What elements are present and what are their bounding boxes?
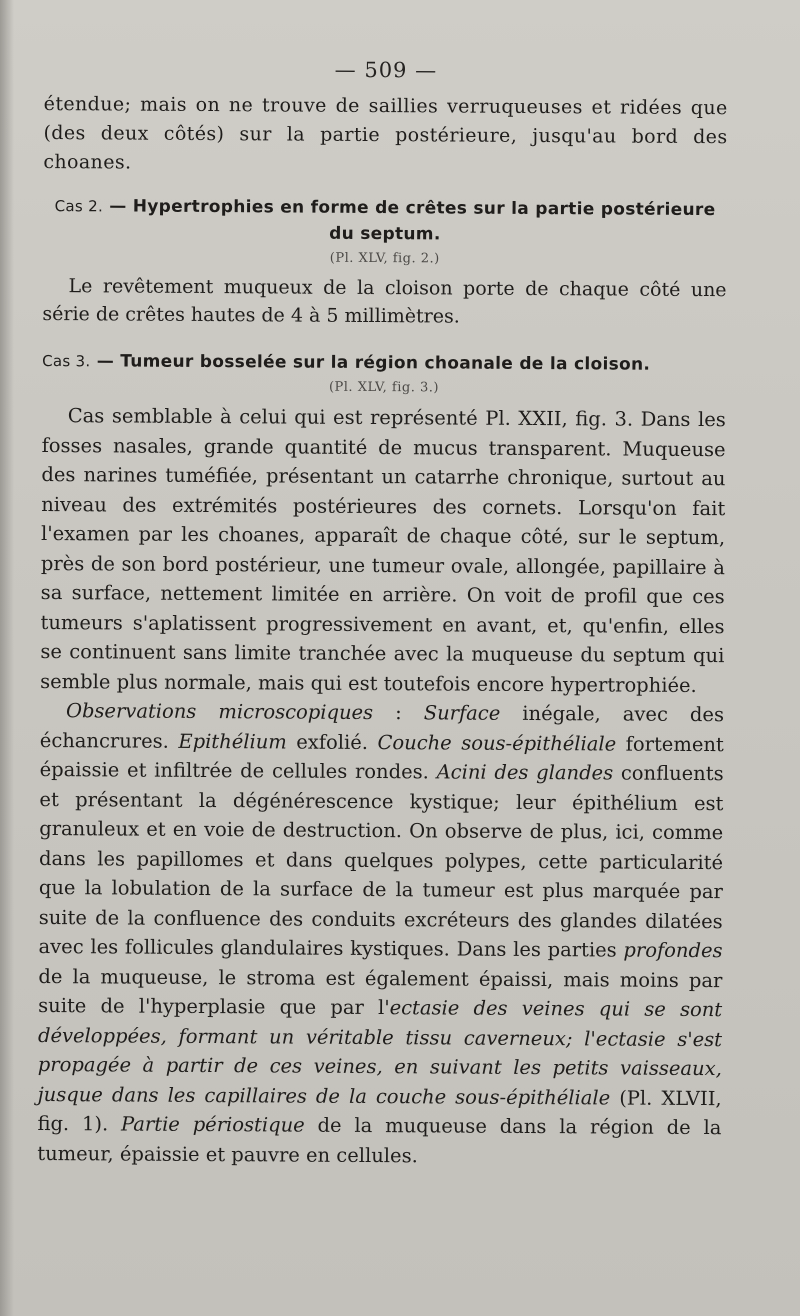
obs-text: : <box>373 701 424 725</box>
obs-text: exfolié. <box>286 729 378 754</box>
obs-italic-passage: ectasie des veines qui se sont développées, formant un véritable tissu caverneux; l'ectasie s'est propagée à partir de ces veines, en suivant les petits vaisseaux, jusque dans les capillaires de la couche sous-épithéliale <box>37 996 723 1109</box>
case-3-plate-reference: (Pl. XLV, fig. 3.) <box>328 379 440 396</box>
obs-italic-term: Partie périostique <box>121 1112 305 1137</box>
page-text-block <box>36 56 728 1300</box>
page-number: — 509 — <box>334 57 438 83</box>
case-3-paragraph-clinical: Cas semblable à celui qui est représenté Pl. XXII, fig. 3. Dans les fosses nasales, grande quantité de mucus transparent. Muqueuse des narines tuméfiée, présentant un catarrhe chronique, surtout au niveau des extrémités postérieures des cornets. Lorsqu'on fait l'examen par les choanes, apparaît de chaque côté, sur le septum, près de son bord postérieur, une tumeur ovale, allongée, papillaire à sa surface, nettement limitée en arrière. On voit de profil que ces tumeurs s'aplatissent progressivement en avant, et, qu'enfin, elles se continuent sans limite tranchée avec la muqueuse du septum qui semble plus normale, mais qui est toutefois encore hypertrophiée. <box>40 404 726 697</box>
obs-text: (Pl. XLVII, fig. 1). <box>37 1085 722 1136</box>
obs-italic-term: Couche sous-épithéliale <box>377 730 617 756</box>
case-3-paragraph-microscopic <box>37 696 724 1172</box>
obs-text: de la muqueuse, le stroma est également épaissi, mais moins par suite de l'hyperplasie que par l' <box>38 964 723 1020</box>
case-3-heading <box>42 348 726 378</box>
case-2-heading <box>43 193 727 249</box>
case-2-label: Cas 2. <box>54 197 104 216</box>
case-3-title: — Tumeur bosselée sur la région choanale de la cloison. <box>96 351 651 375</box>
obs-heading-italic: Observations microscopiques <box>65 699 374 725</box>
obs-italic-term: Epithélium <box>178 729 287 753</box>
obs-italic-term: Acini des glandes <box>436 760 614 785</box>
case-2-title: — Hypertrophies en forme de crêtes sur la partie postérieure du septum. <box>109 196 716 245</box>
obs-text: confluents et présentant la dégénérescence kystique; leur épithélium est granuleux et en voie de destruction. On observe de plus, ici, comme dans les papillomes et dans quelques polypes, cette particularité que la lobulation de la surface de la tumeur est plus marquée par suite de la confluence des conduits excréteurs des glandes dilatées avec les follicules glandulaires kystiques. Dans les parties <box>38 761 724 962</box>
case-2-paragraph: Le revêtement muqueux de la cloison porte de chaque côté une série de crêtes hautes de 4 à 5 millimètres. <box>42 275 727 328</box>
intro-paragraph: étendue; mais on ne trouve de saillies verruqueuses et ridées que (des deux côtés) sur la partie postérieure, jusqu'au bord des choanes. <box>43 92 728 174</box>
obs-text: fortement épaissie et infiltrée de cellules rondes. <box>39 732 724 784</box>
case-3-label: Cas 3. <box>42 351 91 371</box>
case-2-plate-reference: (Pl. XLV, fig. 2.) <box>329 250 440 267</box>
obs-text: inégale, avec des échancrures. <box>39 701 725 753</box>
obs-italic-term: profondes <box>623 938 723 963</box>
obs-text: de la muqueuse dans la région de la tumeur, épaissie et pauvre en cellules. <box>37 1113 722 1167</box>
page-gutter-shadow <box>0 0 14 1316</box>
obs-italic-term: Surface <box>423 701 501 725</box>
